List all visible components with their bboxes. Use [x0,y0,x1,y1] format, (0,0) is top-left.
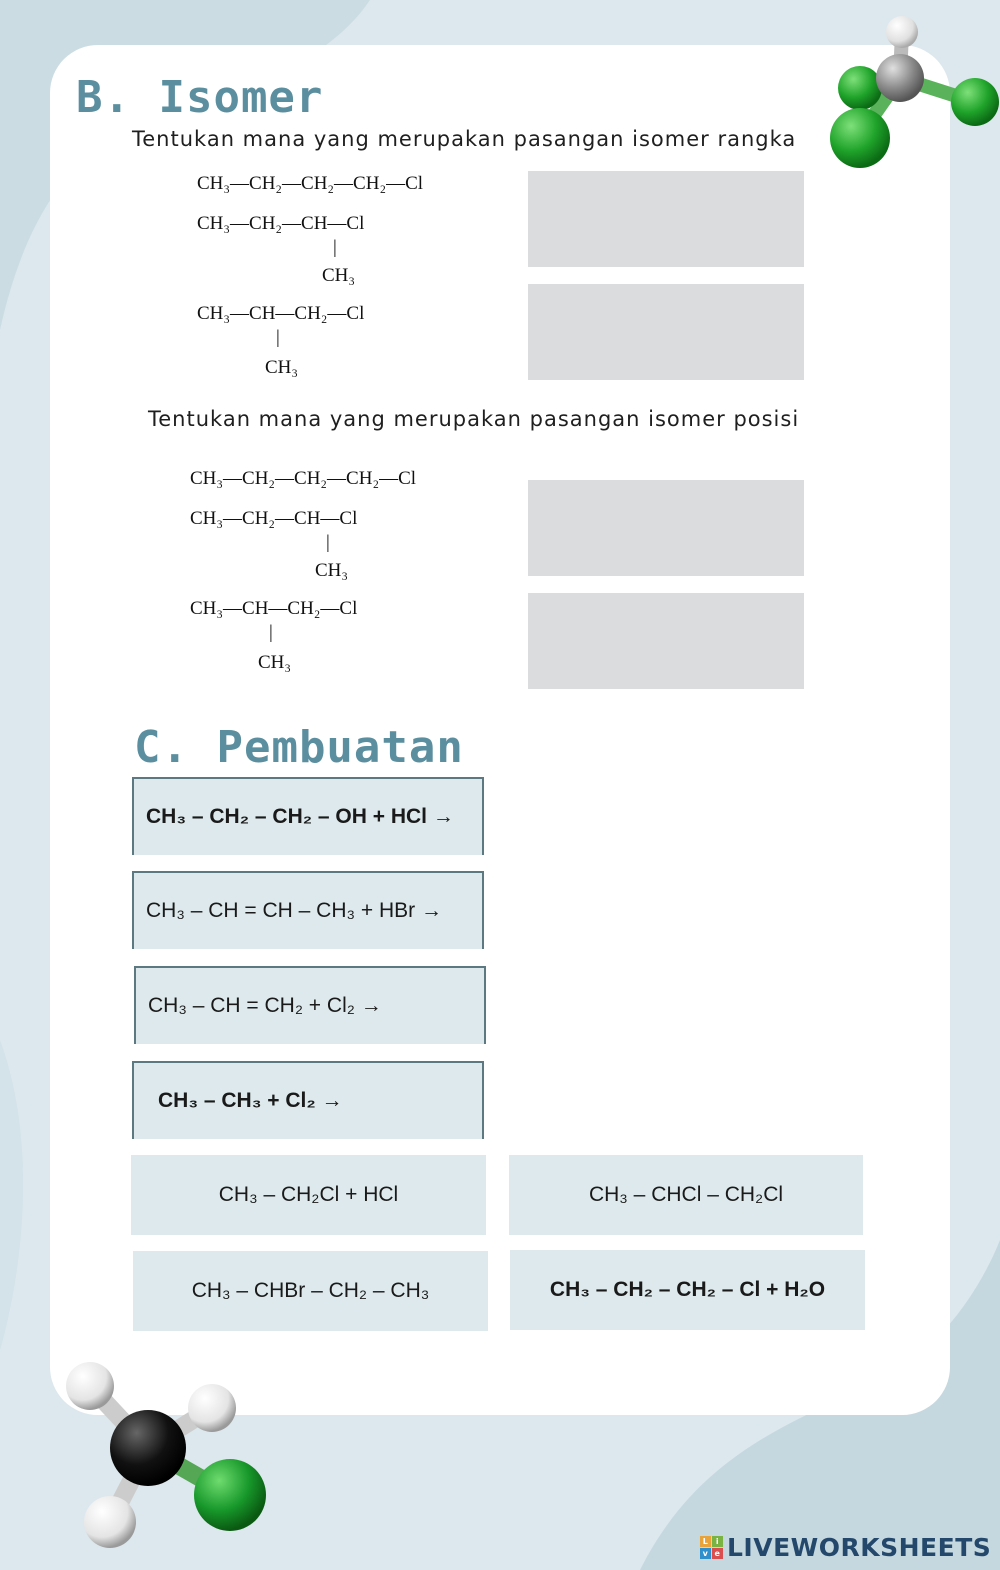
formula-line: CH₃—CH₂—CH₂—CH₂—Cl [190,468,417,489]
answer-dropzone[interactable] [528,593,804,689]
logo-letter: v [700,1548,711,1559]
reaction-dropzone[interactable]: CH₃ – CH₃ + Cl₂ → [132,1061,484,1139]
answer-dropzone[interactable] [528,480,804,576]
formula-image-posisi [170,458,482,676]
formula-line: CH₃—CH₂—CH—Cl [197,213,365,234]
reaction-dropzone[interactable]: CH₃ – CH₂ – CH₂ – OH + HCl → [132,777,484,855]
brand-name: LIVEWORKSHEETS [727,1533,992,1562]
answer-dropzone[interactable] [528,284,804,380]
molecule-model-icon [50,1350,280,1560]
section-b-heading: B. Isomer [76,72,324,123]
formula-line: CH₃—CH₂—CH—Cl [190,508,358,529]
logo-letter: L [700,1536,711,1547]
reaction-dropzone[interactable]: CH₃ – CH = CH – CH₃ + HBr → [132,871,484,949]
draggable-answer[interactable]: CH₃ – CHBr – CH₂ – CH₃ [133,1251,488,1331]
formula-branch: CH₃ [315,560,349,581]
answer-dropzone[interactable] [528,171,804,267]
formula-image-rangka [175,163,487,381]
molecule-model-icon [830,10,1000,180]
draggable-answer[interactable]: CH₃ – CH₂ – CH₂ – Cl + H₂O [510,1250,865,1330]
formula-line: CH₃—CH₂—CH₂—CH₂—Cl [197,173,424,194]
formula-branch: CH₃ [265,357,299,378]
instruction-isomer-posisi: Tentukan mana yang merupakan pasangan isomer posisi [148,407,800,431]
logo-letter: e [712,1548,723,1559]
liveworksheets-logo [700,1533,991,1562]
bond-line: | [333,237,337,258]
liveworksheets-logo-mark [700,1536,723,1559]
reaction-dropzone[interactable]: CH₃ – CH = CH₂ + Cl₂ → [134,966,486,1044]
draggable-answer[interactable]: CH₃ – CH₂Cl + HCl [131,1155,486,1235]
draggable-answer[interactable]: CH₃ – CHCl – CH₂Cl [509,1155,863,1235]
formula-line: CH₃—CH—CH₂—Cl [197,303,365,324]
bond-line: | [276,327,280,348]
formula-line: CH₃—CH—CH₂—Cl [190,598,358,619]
formula-branch: CH₃ [258,652,292,673]
instruction-isomer-rangka: Tentukan mana yang merupakan pasangan isomer rangka [132,127,797,151]
bond-line: | [326,532,330,553]
section-c-heading: C. Pembuatan [134,722,464,773]
bond-line: | [269,622,273,643]
formula-branch: CH₃ [322,265,356,286]
logo-letter: i [712,1536,723,1547]
